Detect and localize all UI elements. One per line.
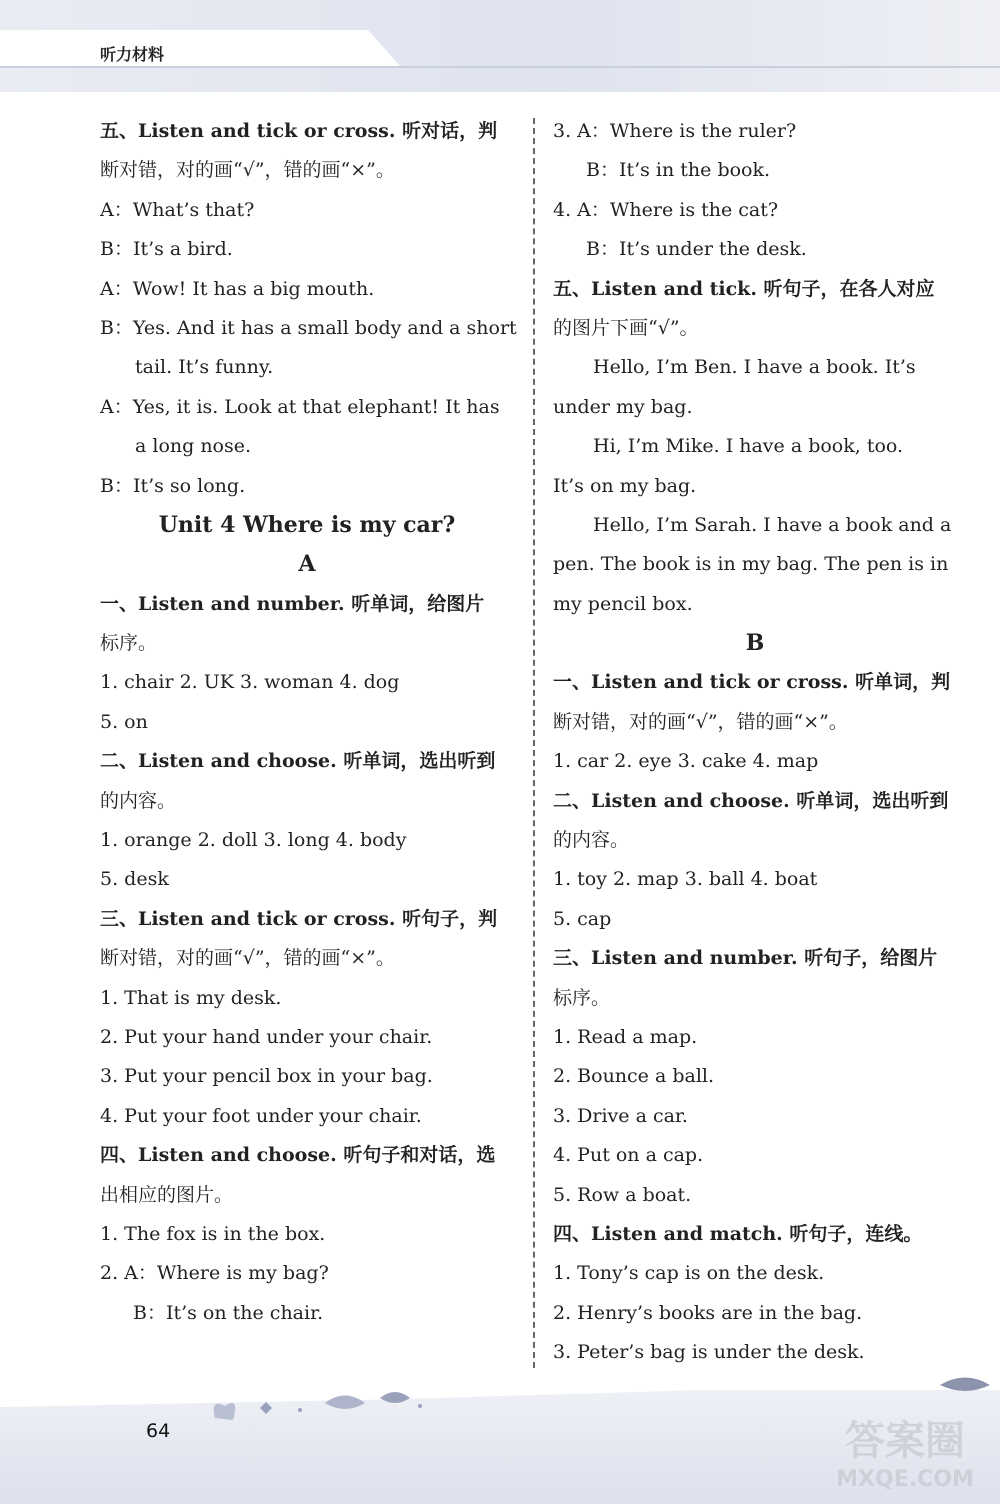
text-line: 的内容。 bbox=[553, 829, 630, 852]
watermark-logo bbox=[820, 1406, 990, 1496]
text-line: B：It’s under the desk. bbox=[586, 238, 807, 261]
text-line: my pencil box. bbox=[553, 592, 693, 615]
text-line: 1. That is my desk. bbox=[100, 986, 282, 1009]
text-line: under my bag. bbox=[553, 395, 693, 418]
text-line: B：It’s in the book. bbox=[586, 159, 771, 182]
text-line: 的图片下画“√”。 bbox=[553, 316, 699, 339]
text-line: 断对错，对的画“√”，错的画“×”。 bbox=[100, 947, 395, 970]
text-line: 的内容。 bbox=[100, 789, 177, 812]
butterfly-decoration-icon bbox=[205, 1378, 435, 1428]
text-line: 1. Tony’s cap is on the desk. bbox=[553, 1262, 825, 1285]
text-line: 5. desk bbox=[100, 868, 169, 891]
text-line: pen. The book is in my bag. The pen is in bbox=[553, 553, 949, 576]
page-number: 64 bbox=[146, 1420, 171, 1442]
text-line: A bbox=[298, 551, 316, 578]
text-line: 2. A：Where is my bag? bbox=[100, 1262, 329, 1285]
text-line: 三、Listen and number. 听句子，给图片 bbox=[553, 947, 938, 970]
column-divider bbox=[533, 118, 535, 1368]
text-line: 五、Listen and tick or cross. 听对话，判 bbox=[100, 120, 498, 142]
text-line: B：It’s so long. bbox=[100, 474, 246, 497]
text-line: Hi, I’m Mike. I have a book, too. bbox=[593, 435, 904, 458]
header-tab bbox=[0, 30, 400, 66]
header-rule bbox=[0, 66, 1000, 68]
text-line: It’s on my bag. bbox=[553, 474, 697, 497]
text-line: 四、Listen and match. 听句子，连线。 bbox=[553, 1222, 923, 1245]
text-line: 2. Put your hand under your chair. bbox=[100, 1025, 433, 1048]
text-line: 一、Listen and tick or cross. 听单词，判 bbox=[553, 671, 951, 694]
text-line: 4. A：Where is the cat? bbox=[553, 198, 779, 221]
text-line: 标序。 bbox=[553, 986, 611, 1009]
text-line: 3. Drive a car. bbox=[553, 1104, 688, 1127]
text-line: 1. orange 2. doll 3. long 4. body bbox=[100, 829, 407, 852]
text-line: A：Wow! It has a big mouth. bbox=[100, 277, 375, 300]
text-line: 1. The fox is in the box. bbox=[100, 1222, 326, 1245]
text-line: 二、Listen and choose. 听单词，选出听到 bbox=[100, 750, 496, 773]
text-line: 五、Listen and tick. 听句子，在各人对应 bbox=[553, 277, 935, 300]
text-line: 3. Peter’s bag is under the desk. bbox=[553, 1341, 865, 1364]
text-line: 四、Listen and choose. 听句子和对话，选 bbox=[100, 1144, 496, 1167]
text-line: B：Yes. And it has a small body and a short bbox=[100, 316, 517, 339]
watermark-line2: MXQE.COM bbox=[836, 1467, 974, 1492]
text-line: 1. Read a map. bbox=[553, 1025, 698, 1048]
leaf-decoration-icon bbox=[935, 1370, 995, 1400]
text-line: a long nose. bbox=[135, 435, 252, 458]
text-line: 4. Put on a cap. bbox=[553, 1144, 704, 1167]
text-line: B：It’s a bird. bbox=[100, 238, 233, 261]
text-line: A：What’s that? bbox=[100, 198, 255, 221]
text-line: 1. car 2. eye 3. cake 4. map bbox=[553, 750, 819, 773]
text-line: 三、Listen and tick or cross. 听句子，判 bbox=[100, 907, 498, 930]
left-column bbox=[100, 112, 517, 1333]
text-line: 2. Henry’s books are in the bag. bbox=[553, 1301, 863, 1324]
text-line: 4. Put your foot under your chair. bbox=[100, 1104, 422, 1127]
text-line: 断对错，对的画“√”，错的画“×”。 bbox=[553, 710, 848, 733]
text-line: tail. It’s funny. bbox=[135, 356, 274, 379]
text-line: 3. Put your pencil box in your bag. bbox=[100, 1065, 433, 1088]
text-line: 标序。 bbox=[100, 632, 158, 655]
text-line: 1. toy 2. map 3. ball 4. boat bbox=[553, 868, 818, 891]
text-line: 断对错，对的画“√”，错的画“×”。 bbox=[100, 159, 395, 182]
text-line: B：It’s on the chair. bbox=[133, 1301, 324, 1324]
text-line: 一、Listen and number. 听单词，给图片 bbox=[100, 592, 485, 615]
text-line: 5. cap bbox=[553, 907, 612, 930]
text-line: 1. chair 2. UK 3. woman 4. dog bbox=[100, 671, 400, 694]
watermark-line1: 答案圈 bbox=[845, 1418, 965, 1464]
text-line: 出相应的图片。 bbox=[100, 1183, 234, 1206]
text-line: A：Yes, it is. Look at that elephant! It has bbox=[100, 395, 500, 418]
text-line: 5. Row a boat. bbox=[553, 1183, 692, 1206]
text-line: Hello, I’m Sarah. I have a book and a bbox=[593, 513, 952, 536]
text-line: B bbox=[745, 630, 765, 657]
right-column bbox=[553, 112, 957, 1373]
text-line: 二、Listen and choose. 听单词，选出听到 bbox=[553, 789, 949, 812]
text-line: Hello, I’m Ben. I have a book. It’s bbox=[593, 356, 916, 379]
text-line: 2. Bounce a ball. bbox=[553, 1065, 715, 1088]
text-line: Unit 4 Where is my car? bbox=[158, 511, 456, 538]
header-title: 听力材料 bbox=[100, 45, 165, 64]
text-line: 3. A：Where is the ruler? bbox=[553, 120, 797, 142]
text-line: 5. on bbox=[100, 710, 148, 733]
